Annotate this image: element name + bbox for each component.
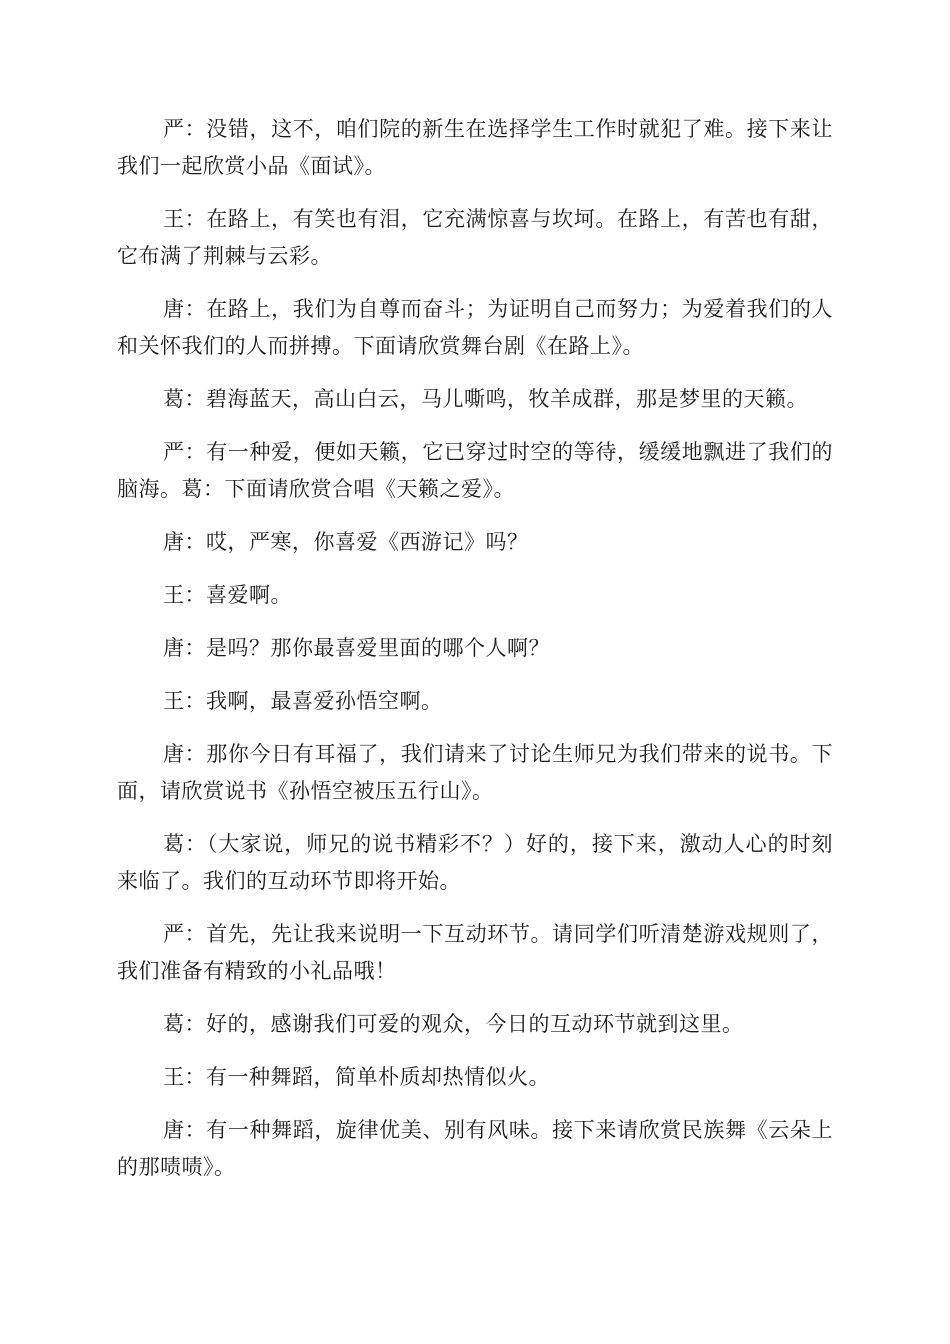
paragraph: 葛：好的，感谢我们可爱的观众，今日的互动环节就到这里。 (163, 1012, 744, 1036)
paragraph: 严：有一种爱，便如天籁，它已穿过时空的等待，缓缓地飘进了我们的脑海。葛：下面请欣赏合唱《天籁之爱》。 (117, 440, 833, 501)
paragraph: 葛：碧海蓝天，高山白云，马儿嘶鸣，牧羊成群，那是梦里的天籁。 (163, 387, 808, 411)
paragraph: 王：有一种舞蹈，简单朴质却热情似火。 (163, 1065, 550, 1089)
paragraph: 葛：（大家说，师兄的说书精彩不？）好的，接下来，激动人心的时刻来临了。我们的互动环节即将开始。 (117, 832, 833, 893)
paragraph: 王：在路上，有笑也有泪，它充满惊喜与坎坷。在路上，有苦也有甜，它布满了荆棘与云彩。 (117, 207, 833, 268)
paragraph: 严：没错，这不，咱们院的新生在选择学生工作时就犯了难。接下来让我们一起欣赏小品《面试》。 (117, 117, 833, 178)
paragraph: 唐：哎，严寒，你喜爱《西游记》吗？ (163, 530, 529, 554)
paragraph: 唐：在路上，我们为自尊而奋斗；为证明自己而努力；为爱着我们的人和关怀我们的人而拼搏。下面请欣赏舞台剧《在路上》。 (117, 297, 833, 358)
paragraph: 唐：有一种舞蹈，旋律优美、别有风味。接下来请欣赏民族舞《云朵上的那啧啧》。 (117, 1118, 833, 1179)
paragraph: 王：我啊，最喜爱孙悟空啊。 (163, 689, 443, 713)
script-body (117, 111, 833, 1202)
paragraph: 严：首先，先让我来说明一下互动环节。请同学们听清楚游戏规则了，我们准备有精致的小礼品哦！ (117, 922, 833, 983)
paragraph: 王：喜爱啊。 (163, 583, 292, 607)
paragraph: 唐：那你今日有耳福了，我们请来了讨论生师兄为我们带来的说书。下面，请欣赏说书《孙悟空被压五行山》。 (117, 742, 833, 803)
paragraph: 唐：是吗？那你最喜爱里面的哪个人啊？ (163, 636, 550, 660)
